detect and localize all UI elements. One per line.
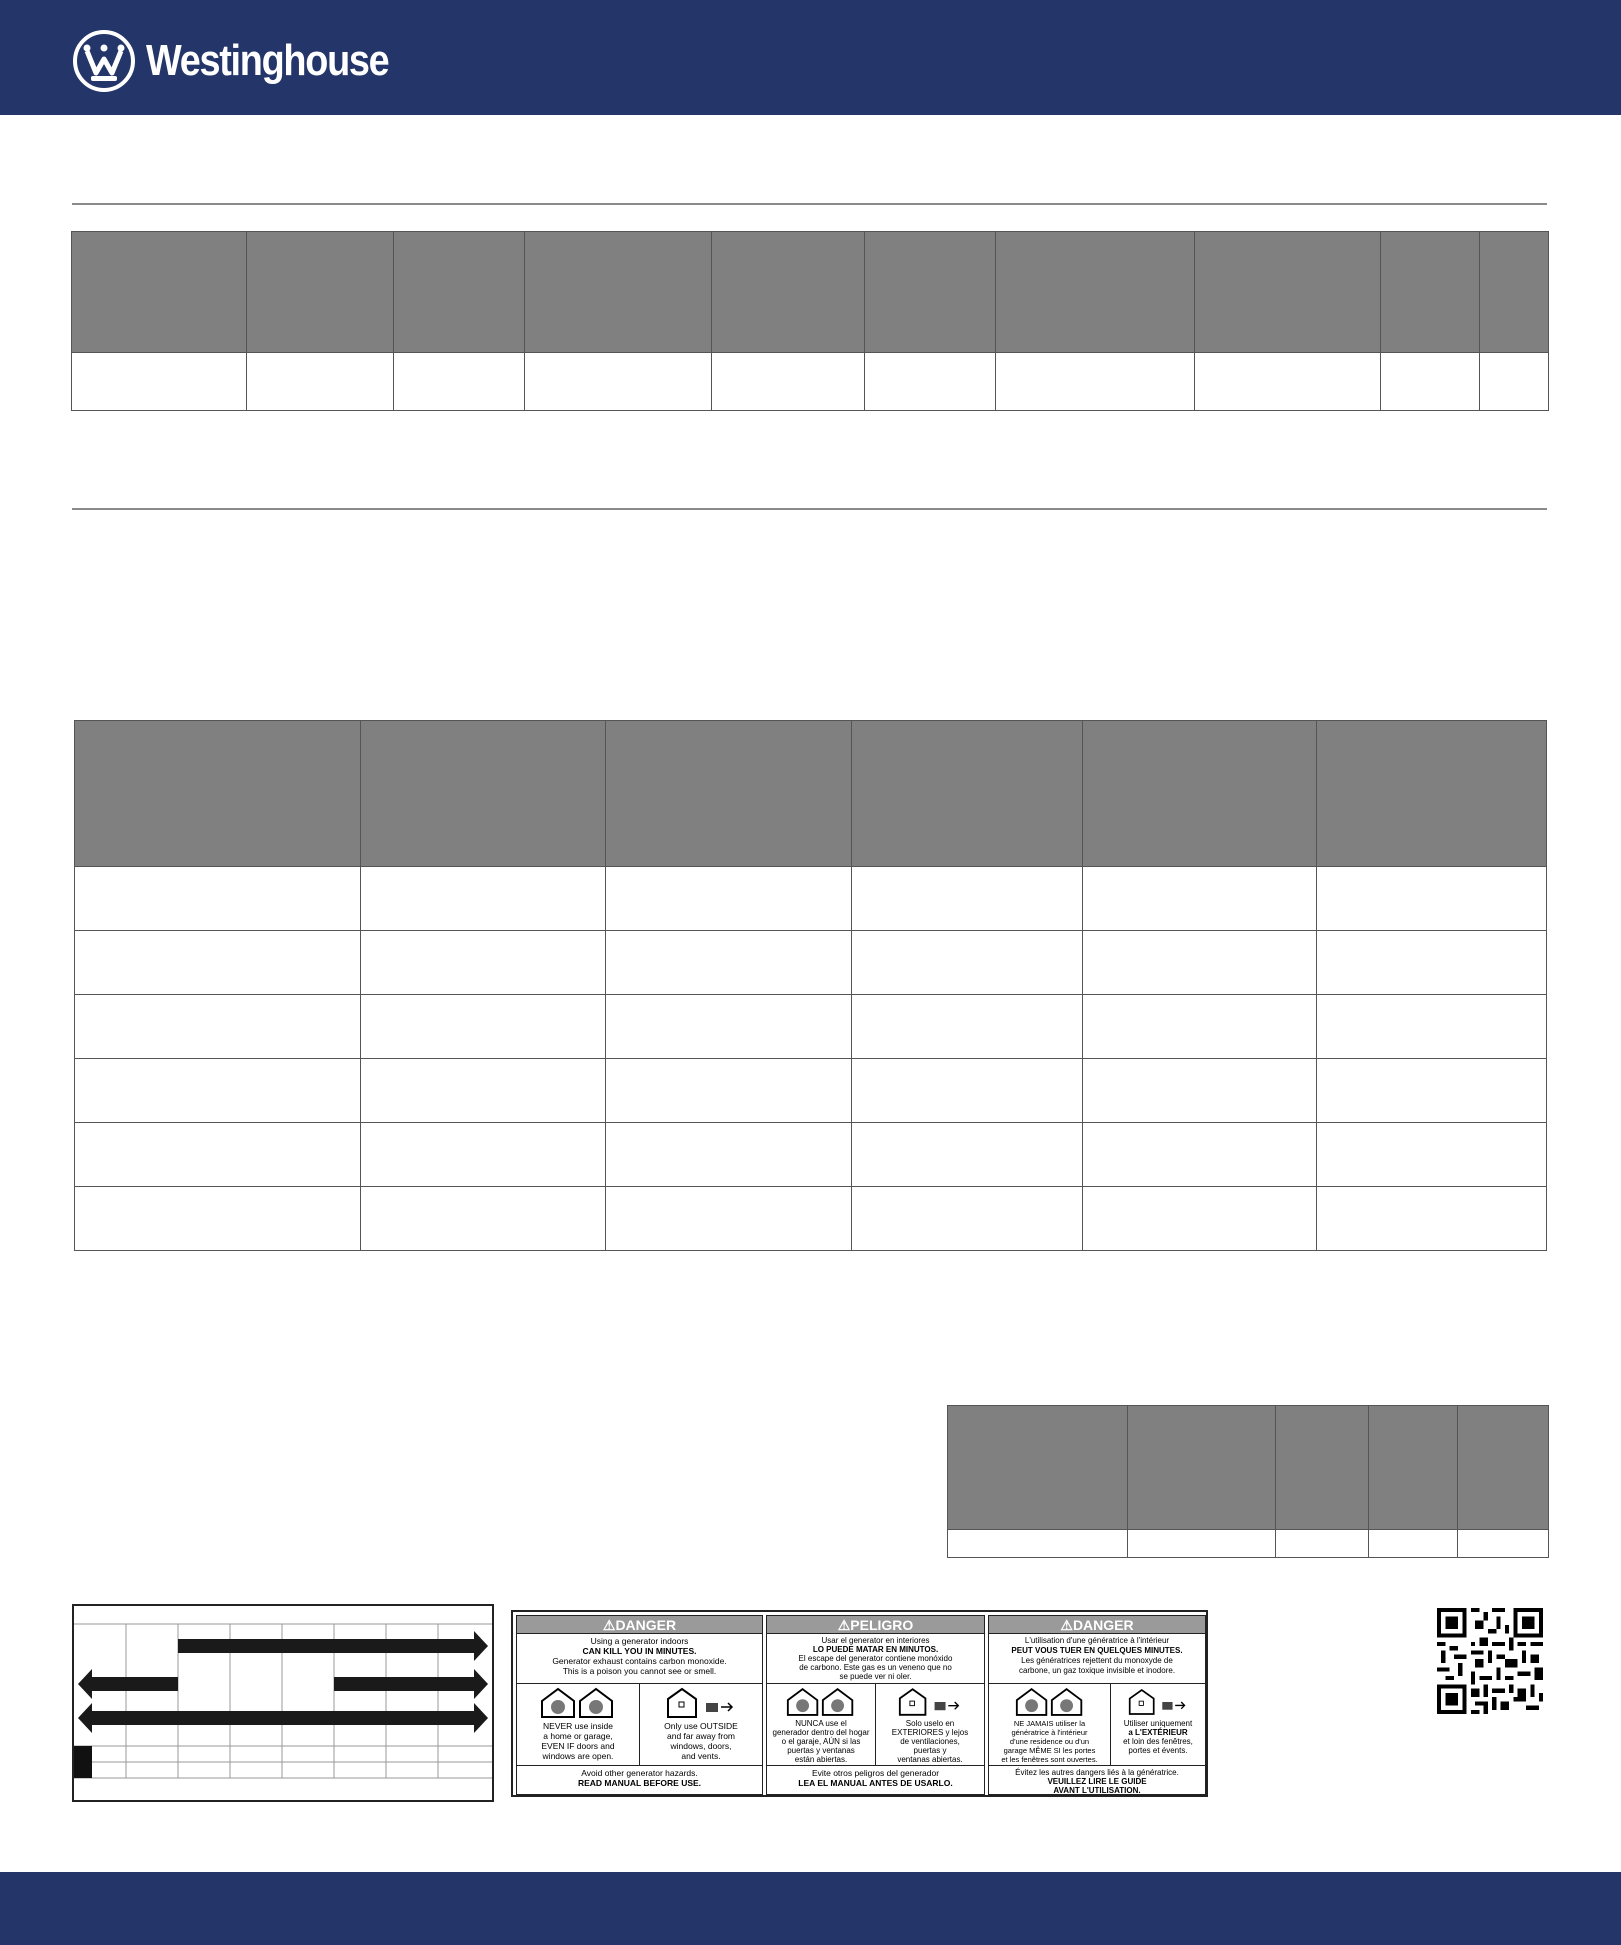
panel-header-text: DANGER bbox=[615, 1617, 677, 1633]
panel-header-text: PELIGRO bbox=[850, 1617, 914, 1633]
table-cell bbox=[852, 1187, 1083, 1251]
table-cell bbox=[394, 353, 525, 411]
table-cell bbox=[1369, 1530, 1458, 1558]
table-cell bbox=[1276, 1530, 1369, 1558]
table-cell bbox=[606, 1059, 852, 1123]
warning-line: se puede ver ni oler. bbox=[839, 1672, 912, 1681]
house-outdoor-generator-icon bbox=[898, 1687, 962, 1717]
warning-line: VEUILLEZ LIRE LE GUIDE bbox=[1047, 1777, 1147, 1786]
table-cell bbox=[606, 1187, 852, 1251]
table-cell bbox=[1317, 1123, 1547, 1187]
warning-line: a home or garage, bbox=[543, 1731, 613, 1741]
warning-triangle-icon: ⚠ bbox=[602, 1617, 616, 1633]
warning-line: NE JAMAIS utiliser la bbox=[1013, 1719, 1086, 1728]
warning-line: and vents. bbox=[681, 1751, 721, 1761]
table-header-cell bbox=[394, 232, 525, 353]
panel-header-text: DANGER bbox=[1072, 1617, 1134, 1633]
table-cell bbox=[75, 995, 361, 1059]
usage-range-diagram bbox=[72, 1604, 494, 1802]
warning-line: Only use OUTSIDE bbox=[664, 1721, 738, 1731]
warning-line: Avoid other generator hazards. bbox=[581, 1768, 698, 1778]
panel-intro bbox=[517, 1634, 762, 1684]
table-cell bbox=[75, 867, 361, 931]
table-cell bbox=[1083, 1123, 1317, 1187]
warning-line: d'une residence ou d'un bbox=[1009, 1737, 1090, 1746]
warning-line: El escape del generator contiene monóxido bbox=[798, 1654, 953, 1663]
spec-table-2 bbox=[74, 720, 1547, 1251]
brand-logo[interactable] bbox=[72, 29, 428, 93]
warning-line: o el garaje, AÚN si las bbox=[781, 1737, 861, 1746]
outside-only-cell bbox=[1110, 1684, 1205, 1765]
table-header-cell bbox=[1128, 1406, 1276, 1530]
table-cell bbox=[948, 1530, 1128, 1558]
table-cell bbox=[1083, 867, 1317, 931]
spec-table-1 bbox=[71, 231, 1549, 411]
table-cell bbox=[1195, 353, 1381, 411]
warning-line: están abiertas. bbox=[794, 1755, 848, 1764]
table-row bbox=[75, 1187, 1547, 1251]
table-cell bbox=[361, 931, 606, 995]
table-cell bbox=[1480, 353, 1549, 411]
warning-line: puertas y bbox=[913, 1746, 947, 1755]
table-header-cell bbox=[1458, 1406, 1549, 1530]
panel-header bbox=[517, 1616, 762, 1634]
warning-line: Évitez les autres dangers liés à la génératrice. bbox=[1015, 1768, 1179, 1777]
warning-line: Using a generator indoors bbox=[590, 1636, 689, 1646]
table-cell bbox=[1083, 931, 1317, 995]
table-cell bbox=[75, 931, 361, 995]
table-cell bbox=[1317, 995, 1547, 1059]
table-cell bbox=[606, 995, 852, 1059]
warning-line: READ MANUAL BEFORE USE. bbox=[577, 1778, 702, 1788]
never-indoors-cell bbox=[989, 1684, 1110, 1765]
brand-name: Westinghouse bbox=[146, 36, 389, 85]
panel-footer bbox=[989, 1766, 1205, 1795]
table-row bbox=[72, 353, 1549, 411]
table-cell bbox=[606, 1123, 852, 1187]
never-indoors-cell bbox=[767, 1684, 875, 1765]
table-row bbox=[75, 995, 1547, 1059]
warning-line: LO PUEDE MATAR EN MINUTOS. bbox=[812, 1645, 939, 1654]
table-header-cell bbox=[996, 232, 1195, 353]
house-garage-icon bbox=[540, 1687, 616, 1719]
table-header-cell bbox=[75, 721, 361, 867]
table-cell bbox=[1317, 867, 1547, 931]
table-row bbox=[948, 1530, 1549, 1558]
table-cell bbox=[75, 1123, 361, 1187]
table-header-cell bbox=[1381, 232, 1480, 353]
table-header-cell bbox=[606, 721, 852, 867]
table-header-cell bbox=[1276, 1406, 1369, 1530]
warning-line: NEVER use inside bbox=[543, 1721, 613, 1731]
danger-panel-english bbox=[516, 1615, 763, 1795]
house-garage-icon bbox=[1015, 1687, 1085, 1717]
warning-line: a L'EXTÉRIEUR bbox=[1128, 1728, 1188, 1737]
range-arrows-graphic bbox=[74, 1606, 492, 1800]
page-header bbox=[0, 0, 1621, 115]
section-divider bbox=[72, 508, 1547, 510]
warning-line: ventanas abiertas. bbox=[897, 1755, 963, 1764]
table-header-row bbox=[72, 232, 1549, 353]
table-cell bbox=[75, 1059, 361, 1123]
never-indoors-cell bbox=[517, 1684, 639, 1765]
table-cell bbox=[852, 867, 1083, 931]
panel-intro bbox=[767, 1634, 984, 1684]
table-header-cell bbox=[852, 721, 1083, 867]
table-row bbox=[75, 867, 1547, 931]
table-header-cell bbox=[247, 232, 394, 353]
co-danger-label bbox=[511, 1610, 1208, 1797]
table-cell bbox=[1083, 1059, 1317, 1123]
panel-instructions bbox=[989, 1684, 1205, 1766]
table-header-cell bbox=[72, 232, 247, 353]
table-cell bbox=[852, 1059, 1083, 1123]
warning-line: PEUT VOUS TUER EN QUELQUES MINUTES. bbox=[1011, 1646, 1183, 1655]
table-header-row bbox=[948, 1406, 1549, 1530]
warning-line: puertas y ventanas bbox=[787, 1746, 855, 1755]
warning-line: windows, doors, bbox=[670, 1741, 732, 1751]
table-header-cell bbox=[361, 721, 606, 867]
outside-only-cell bbox=[875, 1684, 984, 1765]
table-cell bbox=[525, 353, 712, 411]
warning-line: AVANT L'UTILISATION. bbox=[1053, 1786, 1141, 1795]
warning-line: et les fenêtres sont ouvertes. bbox=[1001, 1755, 1098, 1764]
panel-intro bbox=[989, 1634, 1205, 1684]
table-header-cell bbox=[1317, 721, 1547, 867]
table-cell bbox=[1128, 1530, 1276, 1558]
warning-line: Usar el generator en interiores bbox=[821, 1636, 930, 1645]
warning-line: LEA EL MANUAL ANTES DE USARLO. bbox=[798, 1778, 953, 1788]
table-cell bbox=[606, 931, 852, 995]
warning-line: et loin des fenêtres, bbox=[1123, 1737, 1193, 1746]
warning-line: Evite otros peligros del generador bbox=[811, 1768, 940, 1778]
warning-line: Generator exhaust contains carbon monoxide. bbox=[552, 1656, 727, 1666]
table-header-cell bbox=[525, 232, 712, 353]
house-garage-icon bbox=[786, 1687, 856, 1717]
peligro-panel-spanish bbox=[766, 1615, 985, 1795]
panel-instructions bbox=[767, 1684, 984, 1766]
warning-line: Solo uselo en bbox=[905, 1719, 955, 1728]
warning-triangle-icon: ⚠ bbox=[1060, 1617, 1073, 1633]
table-cell bbox=[1317, 931, 1547, 995]
table-header-cell bbox=[1480, 232, 1549, 353]
warning-line: de carbono. Este gas es un veneno que no bbox=[799, 1663, 952, 1672]
table-cell bbox=[852, 931, 1083, 995]
warning-triangle-icon: ⚠ bbox=[837, 1617, 851, 1633]
table-row bbox=[75, 1123, 1547, 1187]
house-outdoor-generator-icon bbox=[666, 1687, 736, 1719]
table-cell bbox=[996, 353, 1195, 411]
table-header-cell bbox=[865, 232, 996, 353]
table-cell bbox=[1458, 1530, 1549, 1558]
qr-code-icon[interactable] bbox=[1437, 1608, 1543, 1714]
warning-line: windows are open. bbox=[542, 1751, 614, 1761]
table-header-row bbox=[75, 721, 1547, 867]
table-cell bbox=[1381, 353, 1480, 411]
panel-instructions bbox=[517, 1684, 762, 1766]
panel-header bbox=[767, 1616, 984, 1634]
warning-line: Utiliser uniquement bbox=[1123, 1719, 1193, 1728]
section-divider bbox=[72, 203, 1547, 205]
table-cell bbox=[865, 353, 996, 411]
warning-line: EVEN IF doors and bbox=[541, 1741, 615, 1751]
table-cell bbox=[75, 1187, 361, 1251]
table-cell bbox=[1083, 995, 1317, 1059]
warning-line: CAN KILL YOU IN MINUTES. bbox=[582, 1646, 697, 1656]
warning-line: génératrice à l'intérieur bbox=[1011, 1728, 1088, 1737]
warning-line: Les génératrices rejettent du monoxyde de bbox=[1021, 1656, 1173, 1665]
table-header-cell bbox=[1195, 232, 1381, 353]
table-cell bbox=[1083, 1187, 1317, 1251]
table-row bbox=[75, 931, 1547, 995]
warning-line: de ventilaciones, bbox=[900, 1737, 960, 1746]
table-cell bbox=[712, 353, 865, 411]
panel-footer bbox=[517, 1766, 762, 1790]
table-cell bbox=[852, 1123, 1083, 1187]
table-header-cell bbox=[1369, 1406, 1458, 1530]
spec-table-3 bbox=[947, 1405, 1549, 1558]
table-header-cell bbox=[712, 232, 865, 353]
warning-line: L'utilisation d'une génératrice à l'intérieur bbox=[1024, 1636, 1170, 1645]
warning-line: garage MÊME SI les portes bbox=[1003, 1746, 1096, 1755]
panel-footer bbox=[767, 1766, 984, 1790]
warning-line: portes et évents. bbox=[1128, 1746, 1188, 1755]
table-cell bbox=[72, 353, 247, 411]
table-cell bbox=[361, 867, 606, 931]
warning-line: EXTERIORES y lejos bbox=[891, 1728, 969, 1737]
westinghouse-logo-icon bbox=[72, 29, 136, 93]
table-cell bbox=[852, 995, 1083, 1059]
table-cell bbox=[361, 1059, 606, 1123]
table-cell bbox=[606, 867, 852, 931]
table-cell bbox=[247, 353, 394, 411]
panel-header bbox=[989, 1616, 1205, 1634]
warning-line: generador dentro del hogar bbox=[772, 1728, 870, 1737]
warning-line: and far away from bbox=[666, 1731, 736, 1741]
table-cell bbox=[361, 995, 606, 1059]
table-header-cell bbox=[1083, 721, 1317, 867]
table-header-cell bbox=[948, 1406, 1128, 1530]
table-cell bbox=[1317, 1187, 1547, 1251]
outside-only-cell bbox=[639, 1684, 762, 1765]
table-row bbox=[75, 1059, 1547, 1123]
danger-panel-french bbox=[988, 1615, 1206, 1795]
warning-line: This is a poison you cannot see or smell. bbox=[562, 1666, 717, 1676]
table-cell bbox=[361, 1187, 606, 1251]
warning-line: carbone, un gaz toxique invisible et inodore. bbox=[1018, 1666, 1176, 1675]
page-footer bbox=[0, 1872, 1621, 1945]
table-cell bbox=[1317, 1059, 1547, 1123]
house-outdoor-generator-icon bbox=[1128, 1687, 1188, 1717]
table-cell bbox=[361, 1123, 606, 1187]
warning-line: NUNCA use el bbox=[795, 1719, 847, 1728]
